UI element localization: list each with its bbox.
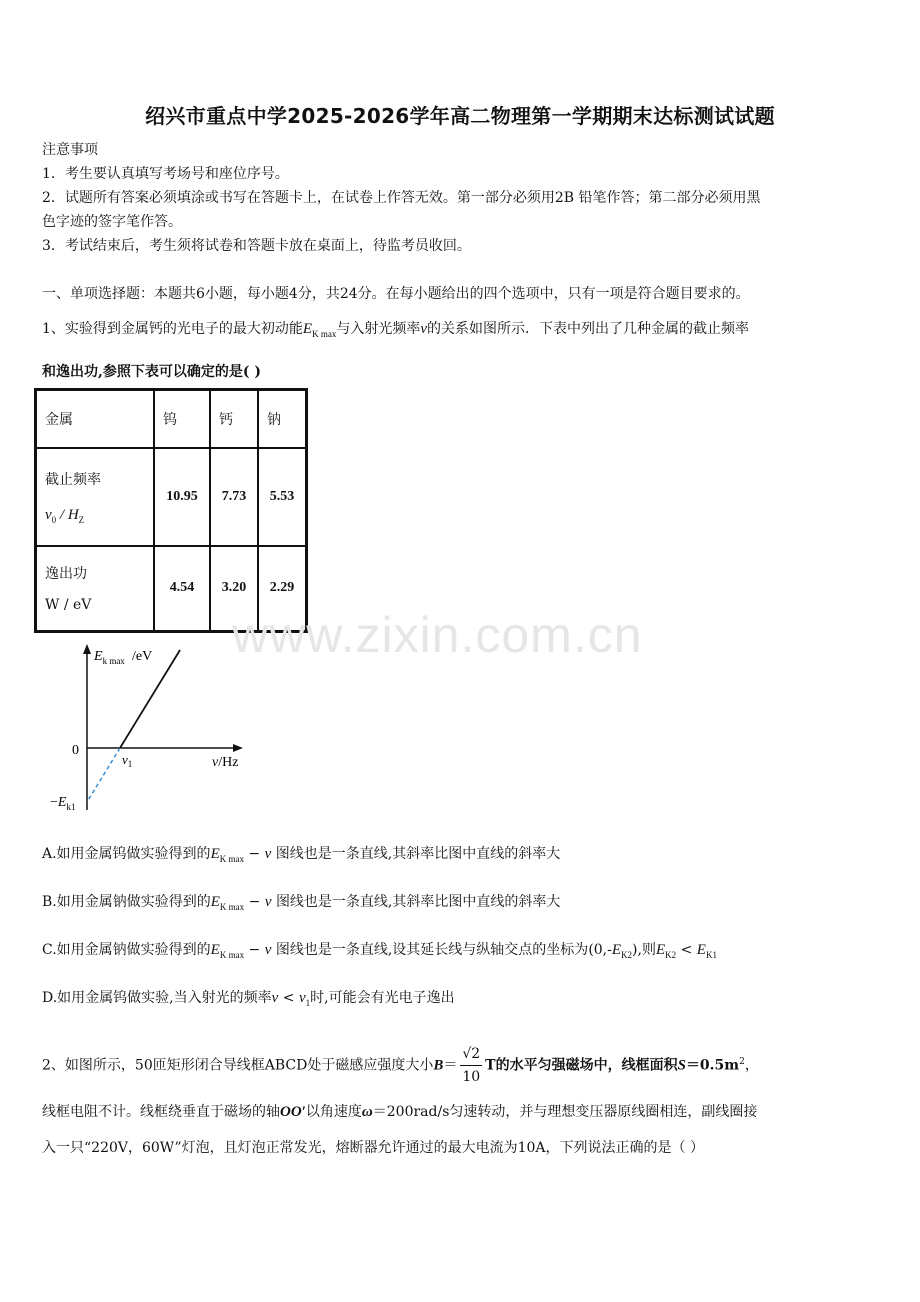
notice-item-2-cont: 色字迹的签字笔作答。 [42, 214, 182, 230]
table-row-label: 截止频率 $\nu_0 / H_Z$ [36, 448, 155, 546]
neg-intercept-label: $-E_{k1}$ [50, 795, 76, 812]
q1-option-a[interactable]: A.如用金属钨做实验得到的$E_{K max} - \nu$ 图线也是一条直线,其斜率比图中直线的斜率大 [42, 846, 561, 864]
page-title: 绍兴市重点中学2025-2026学年高二物理第一学期期末达标测试试题 [145, 104, 775, 128]
notice-item-1: 1．考生要认真填写考场号和座位序号。 [42, 166, 289, 182]
ek-line-extension [87, 748, 120, 802]
notice-item-3: 3．考试结束后，考生须将试卷和答题卡放在桌面上，待监考员收回。 [42, 238, 471, 254]
origin-label: 0 [72, 743, 79, 758]
notice-item-2: 2．试题所有答案必须填涂或书写在答题卡上，在试卷上作答无效。第一部分必须用2B 铅笔作答；第二部分必须用黑 [42, 190, 761, 206]
table-cell: 3.20 [210, 546, 258, 632]
x-axis-label: v/Hz [212, 755, 239, 770]
x-tick-label: $v_1$ [122, 752, 133, 769]
section-heading: 一、单项选择题：本题共6小题，每小题4分，共24分。在每小题给出的四个选项中，只有一项是符合题目要求的。 [42, 286, 750, 302]
q1-option-c[interactable]: C.如用金属钠做实验得到的$E_{K max} - \nu$ 图线也是一条直线,设其延长线与纵轴交点的坐标为$(0,-E_{K2})$,则$E_{K2} < E_{K1}$ [42, 942, 717, 960]
q1-option-d[interactable]: D.如用金属钨做实验,当入射光的频率$\nu < \nu_1$时,可能会有光电子逸出 [42, 990, 455, 1008]
notice-heading: 注意事项 [42, 142, 98, 158]
q2-stem-line2: 线框电阻不计。线框绕垂直于磁场的轴OO′以角速度ω＝200rad/s匀速转动，并与理想变压器原线圈相连，副线圈接 [42, 1104, 758, 1120]
y-axis-label: /eV [132, 649, 153, 664]
table-cell: 10.95 [154, 448, 210, 546]
table-row-label: 逸出功 W / eV [36, 546, 155, 632]
q2-stem-line3: 入一只“220V，60W”灯泡，且灯泡正常发光，熔断器允许通过的最大电流为10A，下列说法正确的是（ ） [42, 1140, 704, 1156]
table-cell: 2.29 [258, 546, 307, 632]
metal-table [34, 388, 308, 633]
y-axis-arrow [83, 644, 91, 654]
table-header: 钠 [258, 390, 307, 448]
table-header-row [36, 390, 307, 448]
y-axis-symbol: $E_{k max}$ [94, 649, 125, 666]
x-axis-arrow [233, 744, 243, 752]
table-cell: 7.73 [210, 448, 258, 546]
q1-stem-cont: 和逸出功,参照下表可以确定的是( ) [42, 364, 261, 380]
table-cell: 5.53 [258, 448, 307, 546]
ek-line [120, 650, 180, 748]
table-cell: 4.54 [154, 546, 210, 632]
energy-frequency-graph [40, 638, 260, 818]
q2-stem: 2、如图所示，50匝矩形闭合导线框ABCD处于磁感应强度大小B＝ $\frac{√2}{10}$ T的水平匀强磁场中，线框面积$S=0.5m^2$， [42, 1040, 759, 1088]
q1-option-b[interactable]: B.如用金属钠做实验得到的$E_{K max} - \nu$ 图线也是一条直线,其斜率比图中直线的斜率大 [42, 894, 561, 912]
q1-stem: 1、实验得到金属钙的光电子的最大初动能$E_{K max}$与入射光频率ν的关系如图所示．下表中列出了几种金属的截止频率 [42, 321, 749, 339]
table-row [36, 448, 307, 546]
table-header: 钙 [210, 390, 258, 448]
table-header: 钨 [154, 390, 210, 448]
watermark: www.zixin.com.cn [232, 607, 643, 663]
table-header: 金属 [36, 390, 155, 448]
